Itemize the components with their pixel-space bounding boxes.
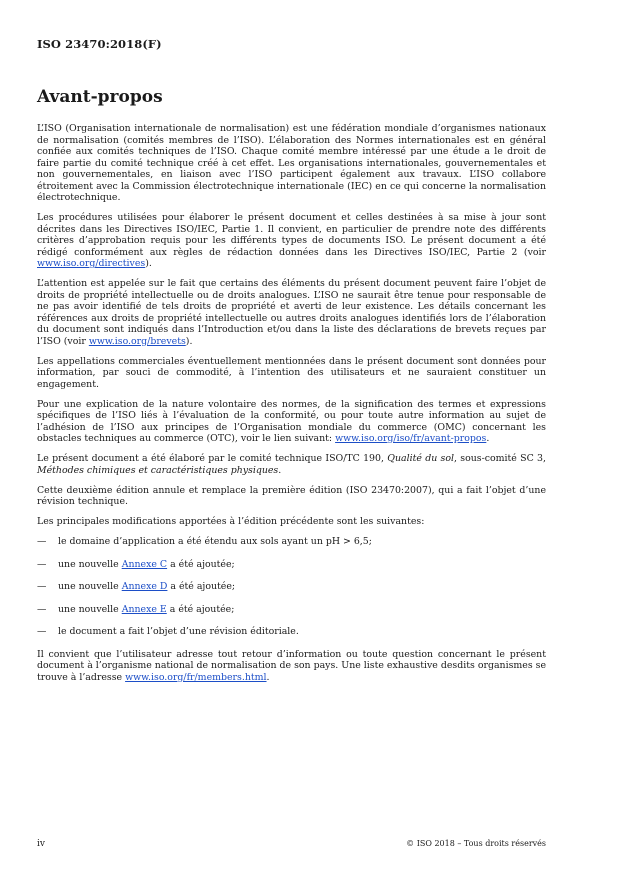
directives-link[interactable]: www.iso.org/directives: [37, 258, 146, 269]
subcommittee-name: Méthodes chimiques et caractéristiques physiques: [37, 464, 279, 476]
list-item: [37, 626, 546, 638]
paragraph-changes-intro: Les principales modifications apportées à l’édition précédente sont les suivantes:: [37, 516, 425, 527]
paragraph-text: , sous-comité SC 3,: [454, 453, 546, 464]
paragraph-text: Pour une explication de la nature volontaire des normes, de la signification des termes et expressions spécifiques de l’ISO liés à l’évaluation de la conformité, ou pour toute autre information au sujet de l’adhésion de l’ISO aux principes de l’Organisation mondiale du commerce (OMC) concernant les obstacles techniques au commerce (OTC), voir le lien suivant:: [37, 398, 546, 444]
list-text: a été ajoutée;: [167, 581, 236, 592]
page-number: iv: [37, 839, 45, 849]
foreword-link[interactable]: www.iso.org/iso/fr/avant-propos: [335, 433, 487, 444]
section-title: Avant-propos: [37, 87, 163, 107]
list-item-text: le document a fait l’objet d’une révision éditoriale.: [58, 626, 299, 637]
paragraph-committee: [37, 453, 546, 476]
list-item-text: le domaine d’application a été étendu aux sols ayant un pH > 6,5;: [58, 536, 372, 547]
paragraph-procedures: [37, 212, 546, 270]
annex-e-link[interactable]: Annexe E: [121, 603, 167, 615]
paragraph-patent-rights: [37, 278, 546, 347]
list-text: une nouvelle: [58, 603, 122, 615]
list-text: une nouvelle: [58, 558, 122, 570]
paragraph-text: ).: [145, 258, 152, 269]
list-item-text: [58, 559, 235, 571]
annex-d-link[interactable]: Annexe D: [121, 581, 168, 592]
dash-marker: —: [37, 536, 47, 547]
paragraph-text: Le présent document a été élaboré par le comité technique ISO/TC 190,: [37, 453, 388, 464]
paragraph-edition: Cette deuxième édition annule et remplace la première édition (ISO 23470:2007), qui a fait l’objet d’une révision technique.: [37, 484, 546, 507]
paragraph-iso-organization: L’ISO (Organisation internationale de normalisation) est une fédération mondiale d’organismes nationaux de normalisation (comités membres de l’ISO). L’élaboration des Normes internationales est en général confiée aux comités techniques de l’ISO. Chaque comité membre intéressé par une étude a le droit de faire partie du comité technique créé à cet effet. Les organisations internationales, gouvernementales et non gouvernementales, en liaison avec l’ISO participent également aux travaux. L’ISO collabore étroitement avec la Commission électrotechnique internationale (IEC) en ce qui concerne la normalisation électrotechnique.: [37, 123, 546, 203]
committee-name: Qualité du sol: [387, 453, 454, 464]
paragraph-text: .: [486, 433, 490, 444]
dash-marker: —: [37, 626, 47, 637]
paragraph-text: Il convient que l’utilisateur adresse tout retour d’information ou toute question concernant le présent document à l’organisme national de normalisation de son pays. Une liste exhaustive desdits organismes se trouve à l’adresse: [37, 648, 546, 683]
changes-list: [37, 536, 546, 638]
list-item-text: [58, 581, 235, 593]
paragraph-text: .: [278, 464, 282, 476]
list-text: a été ajoutée;: [166, 603, 235, 615]
list-item-text: [58, 604, 234, 616]
list-text: a été ajoutée;: [167, 558, 235, 570]
paragraph-text: L’attention est appelée sur le fait que certains des éléments du présent document peuvent faire l’objet de droits de propriété intellectuelle ou de droits analogues. L’ISO ne saurait être tenue pour responsable de ne pas avoir identifié de tels droits de propriété et averti de leur existence. Les détails concernant les références aux droits de propriété intellectuelle ou autres droits analogues identifiés lors de l’élaboration du document sont indiqués dans l’Introduction et/ou dans la liste des déclarations de brevets reçues par l’ISO (voir: [37, 278, 546, 347]
paragraph-trade-names: Les appellations commerciales éventuellement mentionnées dans le présent document sont données pour information, par souci de commodité, à l’intention des utilisateurs et ne sauraient constituer un engagement.: [37, 355, 546, 390]
paragraph-voluntary-nature: [37, 399, 546, 445]
copyright-notice: © ISO 2018 – Tous droits réservés: [406, 839, 546, 848]
paragraph-text: .: [266, 671, 270, 683]
list-item: [37, 559, 546, 571]
paragraph-feedback: [37, 649, 546, 684]
patents-link[interactable]: www.iso.org/brevets: [88, 335, 186, 347]
dash-marker: —: [37, 558, 47, 570]
paragraph-text: Les procédures utilisées pour élaborer le présent document et celles destinées à sa mise à jour sont décrites dans les Directives ISO/IEC, Partie 1. Il convient, en particulier de prendre note des différents critères d’approbation requis pour les différents types de documents ISO. Le présent document a été rédigé conformément aux règles de rédaction données dans les Directives ISO/IEC, Partie 2 (voir: [37, 212, 546, 258]
list-text: une nouvelle: [58, 581, 122, 592]
dash-marker: —: [37, 581, 47, 592]
annex-c-link[interactable]: Annexe C: [121, 558, 168, 570]
dash-marker: —: [37, 603, 47, 615]
list-item: [37, 581, 546, 593]
list-item: [37, 604, 546, 616]
list-item: [37, 536, 546, 548]
document-id-header: ISO 23470:2018(F): [37, 37, 162, 51]
foreword-body: [37, 123, 546, 692]
paragraph-text: ).: [185, 335, 193, 347]
members-link[interactable]: www.iso.org/fr/members.html: [125, 671, 267, 683]
